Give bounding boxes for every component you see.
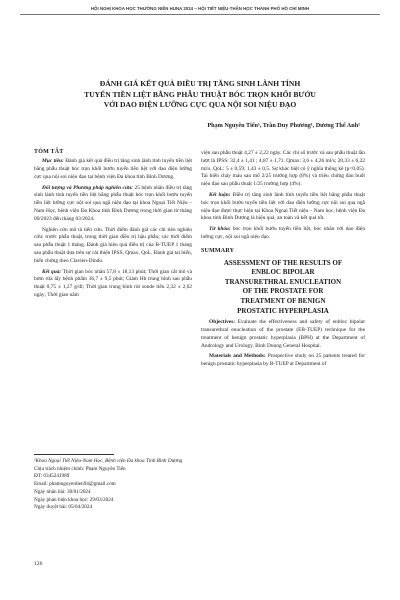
conclusion-text: Điều trị tăng sinh lành tính tuyến tiền liệt bằng phẫu thuật bóc trọn khối bướu tuyến tiền liệt với dao điện lưỡng cực nội soi qua ngã niệu đạo được thực hiện tại Khoa Ngoại Tiết niệu – Nam học, bệnh viện Đa khoa tỉnh Bình Dương là hiệu quả, an toàn và kết quả tốt. [201,191,365,222]
author-list: Phạm Nguyên Tiến¹, Trần Duy Phương¹, Dương Thế Anh¹ [207,122,360,129]
keywords-label: Từ khóa: [209,226,231,233]
footnote-affiliation: ¹Khoa Ngoại Tiết Niệu-Nam Học, Bệnh viện Đa khoa Tỉnh Bình Dương [34,458,183,464]
methods-paragraph-2: Nghiên cứu mô tả tiến cứu. Thời điểm đánh giá các chỉ tiêu nghiên cứu: trước phẫu thuật, trong thời gian điều trị hậu phẫu; các thời điểm sau phẫu thuật 1 tháng. Đánh giá hiệu quả điều trị của B-TUEP 1 tháng sau phẫu thuật dựa trên sự cải thiện IPSS, Qmax, QoL. Đánh giá tai biến, biến chứng theo Clavien-Dindo. [34,226,192,264]
right-column [201,150,365,372]
en-objectives-label: Objectives: [209,319,236,326]
results-text: Thời gian bóc nhân 57,8 ± 18,13 phút; Thời gian cắt mô và bơm rửa lấy bệnh phẩm 36,7 ± 9,5 phút; Giảm Hb trung bình sau phẫu thuật 0,75 ± 1,27 g/dl; Thời gian trung bình rút sonde tiểu 2,32 ± 2,62 ngày; Thời gian nằm [34,268,192,299]
footnote-phone: ĐT: 0345241989 [34,473,70,480]
title-line: TUYẾN TIỀN LIỆT BẰNG PHẪU THUẬT BÓC TRỌN KHỐI BƯỚU [84,89,316,99]
keywords-text: bóc trọn khối bướu tuyến tiền liệt, bóc nhân với dao điện lưỡng cực, nội soi ngã niệu đạo. [201,226,366,240]
en-methods-paragraph [201,353,365,369]
footnote-corresponding: Chịu trách nhiệm chính: Phạm Nguyên Tiến [34,465,126,472]
results-paragraph [34,269,192,300]
summary-heading: SUMMARY [201,247,235,254]
results-label: Kết quả: [42,268,62,275]
english-title-line: TRANSURETHRAL ENUCLEATION [224,277,342,286]
running-header: HỘI NGHỊ KHOA HỌC THƯỜNG NIÊN HUNA 2024 – HỘI TIẾT NIỆU-THẬN HỌC THÀNH PHỐ HỒ CHÍ MINH [90,6,310,11]
footnote-rule [34,454,114,455]
title-line: VỚI DAO ĐIỆN LƯỠNG CỰC QUA NỘI SOI NIỆU ĐẠO [103,100,297,109]
english-title [201,259,365,317]
english-title-line: PROSTATIC HYPERPLASIA [237,306,329,315]
title-line: ĐÁNH GIÁ KẾT QUẢ ĐIỀU TRỊ TĂNG SINH LÀNH TÍNH [99,79,301,88]
footnote [34,458,192,512]
en-methods-text: Prospective study on 25 patients treated for benign prostatic hyperplasia by B-TUEP at Department of [201,353,365,368]
english-title-line: ASSESSMENT OF THE RESULTS OF [223,258,343,267]
footnote-accepted: Ngày duyệt bài: 05/04/2024 [34,504,93,511]
en-objectives-paragraph [201,319,365,350]
footnote-email[interactable]: Email: phamnguyentien94@gmail.com [34,481,116,488]
page-number: 126 [34,561,43,567]
results-continued: viện sau phẫu thuật 4,27 ± 2,22 ngày. Các chỉ số trước và sau phẫu thuật lần lượt là IPSS: 32,4 ± 1,41 ; 4,87 ± 1,71. Qmax: 3,6 ± 4,26 ml/s; 20,33 ± 6,22 ml/s. QoL: 5 ± 0,59; 1,43 ± 0,5. Sự khác biệt có ý nghĩa thống kê (p<0,05). Tai biến chảy máu sau mổ 2/25 trường hợp (8%) và triệu chứng đau buốt niệu đạo sau phẫu thuật 1/25 trường hợp (4%). [201,150,365,188]
abstract-heading: TÓM TẮT [34,149,64,155]
methods-text: 25 bệnh nhân điều trị tăng sinh lành tính tuyến tiền liệt bằng phẫu thuật bóc trọn khối bướu tuyến tiền liệt lưỡng cực nội soi qua ngã niệu đạo tại khoa Ngoại Tiết Niệu – Nam Học, bệnh viện Đa Khoa tỉnh Bình Dương trong thời gian từ tháng 09/2023 đến tháng 03/2024. [34,184,192,222]
objective-text: Đánh giá kết quả điều trị tăng sinh lành tính tuyến tiền liệt bằng phẫu thuật bóc trọn khối bướu tuyến tiền liệt với dao điện lưỡng cực qua nội soi niệu đạo tại bệnh viện Đa khoa tỉnh Bình Dương. [34,158,192,180]
methods-label: Đối tượng và Phương pháp nghiên cứu: [42,184,133,191]
english-title-line: TREATMENT OF BENIGN [240,296,326,305]
footnote-received: Ngày nhận bài: 30/01/2024 [34,488,91,495]
conclusion-paragraph [201,192,365,223]
en-methods-label: Materials and Methods: [209,353,266,360]
english-title-line: ENBLOC BIPOLAR [251,268,315,277]
keywords-paragraph [201,226,365,242]
methods-paragraph [34,185,192,224]
objective-paragraph [34,158,192,181]
conclusion-label: Kết luận: [209,191,231,198]
en-objectives-text: Evaluate the effectiveness and safety of enbloc bipolar transurethral enucleation of the prostate (EB-TUEP) technique for the treatment of benign prostatic hyperplasia (BPH) at the Department of Andrology and Urology, Binh Duong General Hospital. [201,319,365,349]
header-rule [20,14,380,15]
footnote-reviewed: Ngày phản biện khoa học: 29/03/2024 [34,496,114,503]
objective-label: Mục tiêu: [42,158,64,165]
left-column [34,149,192,303]
english-title-line: OF THE PROSTATE FOR [242,287,324,296]
article-title [36,79,364,111]
